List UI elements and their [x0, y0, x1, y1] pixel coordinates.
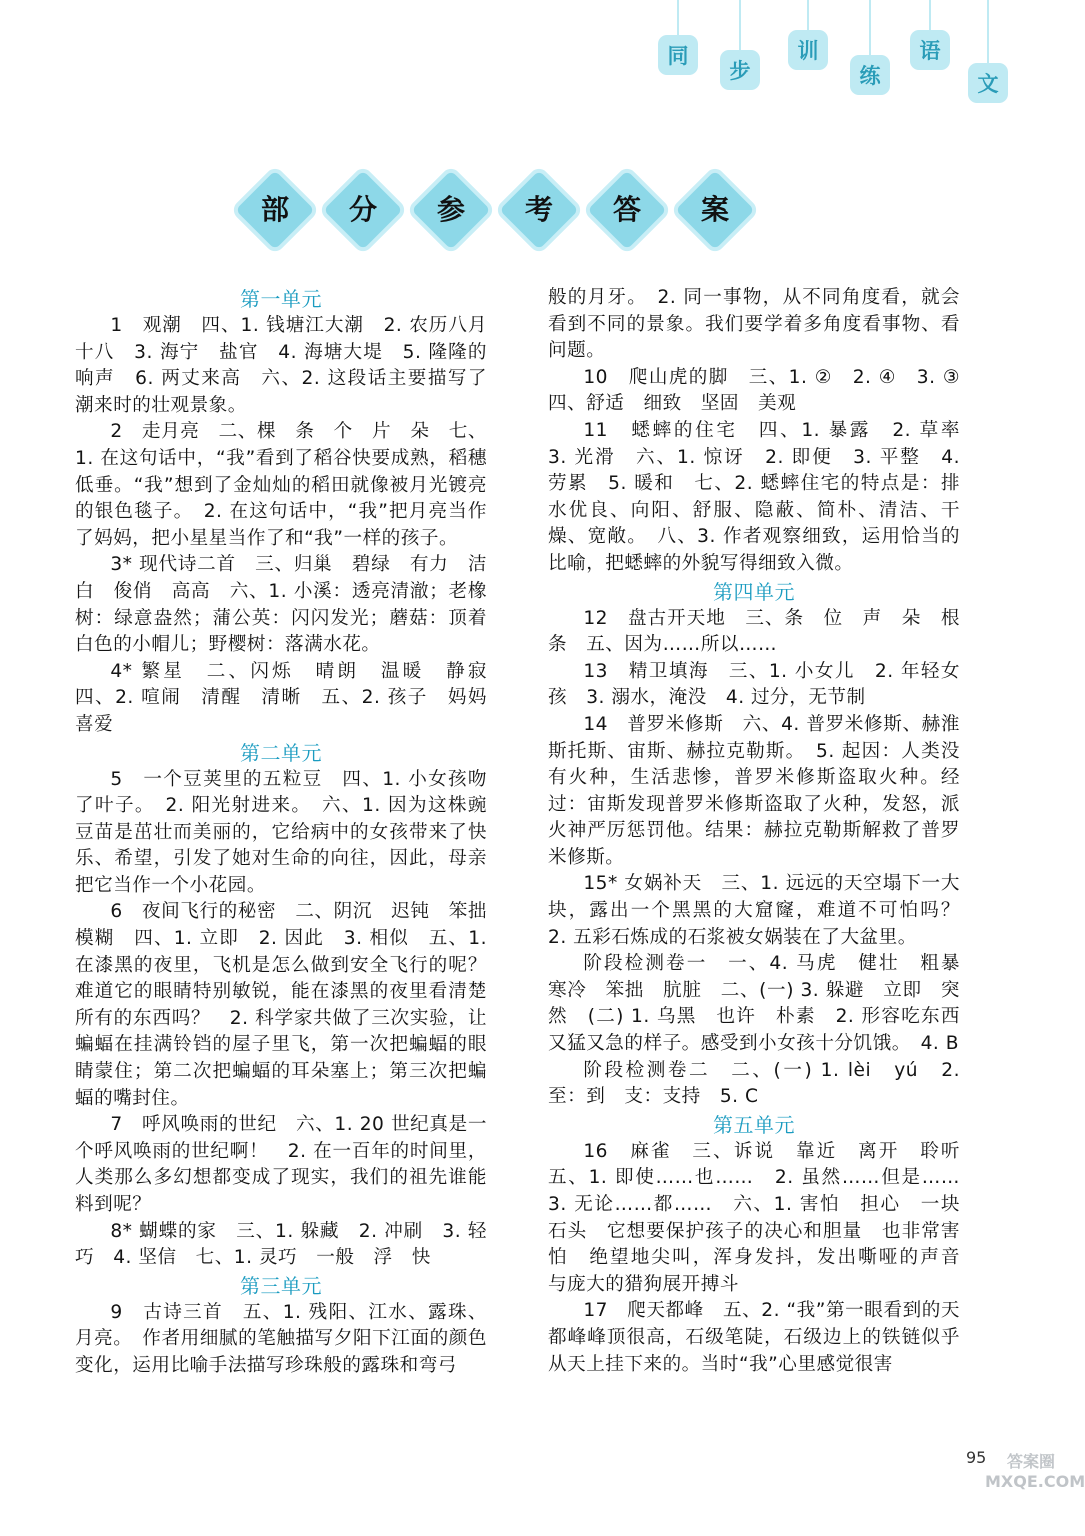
header-tile: [788, 30, 828, 70]
answer-paragraph: 6 夜间飞行的秘密 二、阴沉 迟钝 笨拙 模糊 四、1. 立即 2. 因此 3. 相似 五、1. 在漆黑的夜里，飞机是怎么做到安全飞行的呢？ 难道它的眼睛特别敏锐，能在漆黑的夜里看清楚所有的东西吗？ 2. 科学家共做了三次实验，让蝙蝠在挂满铃铛的屋子里飞，第一次把蝙蝠的眼睛蒙住；第二次把蝙蝠的耳朵塞上；第三次把蝙蝠的嘴封住。: [75, 901, 507, 1109]
answer-paragraph: 般的月牙。 2. 同一事物，从不同角度看，就会看到不同的景象。我们要学着多角度看事物、看问题。: [548, 287, 960, 362]
title-char: 参: [436, 193, 465, 226]
unit-heading: 第二单元: [240, 740, 322, 765]
title-char: 考: [524, 193, 553, 226]
unit-heading: 第五单元: [713, 1112, 795, 1137]
page-number: 95: [966, 1448, 987, 1467]
answer-paragraph: 2 走月亮 二、棵 条 个 片 朵 七、1. 在这句话中，“我”看到了稻谷快要成熟，稻穗低垂。“我”想到了金灿灿的稻田就像被月光镀亮的银色毯子。 2. 在这句话中，“我”把月亮当作了妈妈，把小星星当作了和“我”一样的孩子。: [75, 421, 487, 549]
header-tile-char: 同: [667, 44, 689, 68]
tile-string: [807, 0, 809, 30]
tile-string: [869, 0, 871, 55]
header-tile-char: 练: [859, 64, 881, 88]
answer-paragraph: 14 普罗米修斯 六、4. 普罗米修斯、赫淮斯托斯、宙斯、赫拉克勒斯。 5. 起因：人类没有火种，生活悲惨，普罗米修斯盗取火种。经过：宙斯发现普罗米修斯盗取了火种，发怒，派火神严厉惩罚他。结果：赫拉克勒斯解救了普罗米修斯。: [548, 713, 960, 868]
answer-paragraph: 13 精卫填海 三、1. 小女儿 2. 年轻女孩 3. 溺水，淹没 4. 过分，无节制: [548, 660, 960, 709]
unit-heading: 第三单元: [240, 1273, 322, 1298]
header-tile: [720, 50, 760, 90]
header-tile-char: 训: [797, 39, 819, 63]
header-tile-char: 语: [919, 39, 941, 63]
watermark: [985, 1452, 1085, 1536]
answer-paragraph: 9 古诗三首 五、1. 残阳、江水、露珠、月亮。 作者用细腻的笔触描写夕阳下江面的颜色变化，运用比喻手法描写珍珠般的露珠和弯弓: [75, 1301, 487, 1376]
answer-paragraph: 16 麻雀 三、诉说 靠近 离开 聆听 五、1. 即使……也…… 2. 虽然……但是…… 3. 无论……都…… 六、1. 害怕 担心 一块石头 它想要保护孩子的决心和胆量 也非常害怕 绝望地尖叫，浑身发抖，发出嘶哑的声音 与庞大的猎狗展开搏斗: [548, 1140, 980, 1295]
header-tile-char: 步: [729, 59, 751, 83]
header-tile: [850, 55, 890, 95]
tile-string: [739, 0, 741, 50]
title-char: 答: [612, 193, 641, 226]
title-char: 部: [260, 193, 289, 226]
header-tile: [910, 30, 950, 70]
header-tile: [968, 63, 1008, 103]
header-tile-char: 文: [977, 72, 999, 96]
answer-paragraph: 阶段检测卷一 一、4. 马虎 健壮 粗暴 寒冷 笨拙 肮脏 二、(一) 3. 躲避 立即 突然 (二) 1. 乌黑 也许 朴素 2. 形容吃东西又猛又急的样子。感受到小女孩十分饥饿。 4. B: [548, 953, 980, 1055]
page-title: [235, 160, 795, 260]
watermark-url: MXQE.COM: [985, 1472, 1085, 1491]
watermark-logo: 答案圈: [1006, 1452, 1055, 1471]
answer-paragraph: 5 一个豆荚里的五粒豆 四、1. 小女孩吻了叶子。 2. 阳光射进来。 六、1. 因为这株豌豆苗是茁壮而美丽的，它给病中的女孩带来了快乐、希望，引发了她对生命的向往，因此，母亲把它当作一个小花园。: [75, 768, 487, 896]
answer-paragraph: 7 呼风唤雨的世纪 六、1. 20 世纪真是一个呼风唤雨的世纪啊！ 2. 在一百年的时间里，人类那么多幻想都变成了现实，我们的祖先谁能料到呢？: [75, 1114, 487, 1215]
unit-heading: 第一单元: [240, 287, 322, 311]
answer-paragraph: 阶段检测卷二 二、(一) 1. lèi yú 2. 至：到 支：支持 5. C: [548, 1059, 960, 1108]
tile-string: [677, 0, 679, 35]
answer-paragraph: 17 爬天都峰 五、2. “我”第一眼看到的天都峰峰顶很高，石级笔陡，石级边上的铁链似乎从天上挂下来的。当时“我”心里感觉很害: [548, 1300, 960, 1375]
answer-paragraph: 3* 现代诗二首 三、归巢 碧绿 有力 洁白 俊俏 高高 六、1. 小溪：透亮清澈；老橡树：绿意盎然；蒲公英：闪闪发光；蘑菇：顶着白色的小帽儿；野樱树：落满水花。: [75, 554, 487, 656]
answer-paragraph: 4* 繁星 二、闪烁 晴朗 温暖 静寂 四、2. 喧闹 清醒 清晰 五、2. 孩子 妈妈 喜爱: [75, 660, 507, 735]
unit-heading: 第四单元: [713, 579, 795, 604]
header-decoration: [640, 0, 1040, 130]
answer-paragraph: 11 蟋蟀的住宅 四、1. 暴露 2. 草率 3. 光滑 六、1. 惊讶 2. 即便 3. 平整 4. 劳累 5. 暖和 七、2. 蟋蟀住宅的特点是：排水优良、向阳、舒服、隐蔽、简朴、清洁、干燥、宽敞。 八、3. 作者观察细致，运用恰当的比喻，把蟋蟀的外貌写得细致入微。: [548, 419, 980, 574]
answer-paragraph: 12 盘古开天地 三、条 位 声 朵 根 条 五、因为……所以……: [548, 607, 980, 656]
tile-string: [929, 0, 931, 30]
answer-paragraph: 8* 蝴蝶的家 三、1. 躲藏 2. 冲刷 3. 轻巧 4. 坚信 七、1. 灵巧 一般 浮 快: [75, 1220, 487, 1269]
right-column: [548, 285, 980, 1378]
answer-paragraph: 1 观潮 四、1. 钱塘江大潮 2. 农历八月十八 3. 海宁 盐官 4. 海塘大堤 5. 隆隆的响声 6. 两丈来高 六、2. 这段话主要描写了潮来时的壮观景象。: [75, 315, 487, 416]
tile-string: [987, 0, 989, 63]
header-tile: [658, 35, 698, 75]
title-char: 案: [700, 193, 729, 226]
answer-paragraph: 15* 女娲补天 三、1. 远远的天空塌下一大块，露出一个黑黑的大窟窿，难道不可怕吗？ 2. 五彩石炼成的石浆被女娲装在了大盆里。: [548, 873, 980, 948]
title-char: 分: [348, 193, 377, 226]
left-column: [75, 285, 507, 1380]
answer-paragraph: 10 爬山虎的脚 三、1. ② 2. ④ 3. ③ 四、舒适 细致 坚固 美观: [548, 366, 980, 415]
